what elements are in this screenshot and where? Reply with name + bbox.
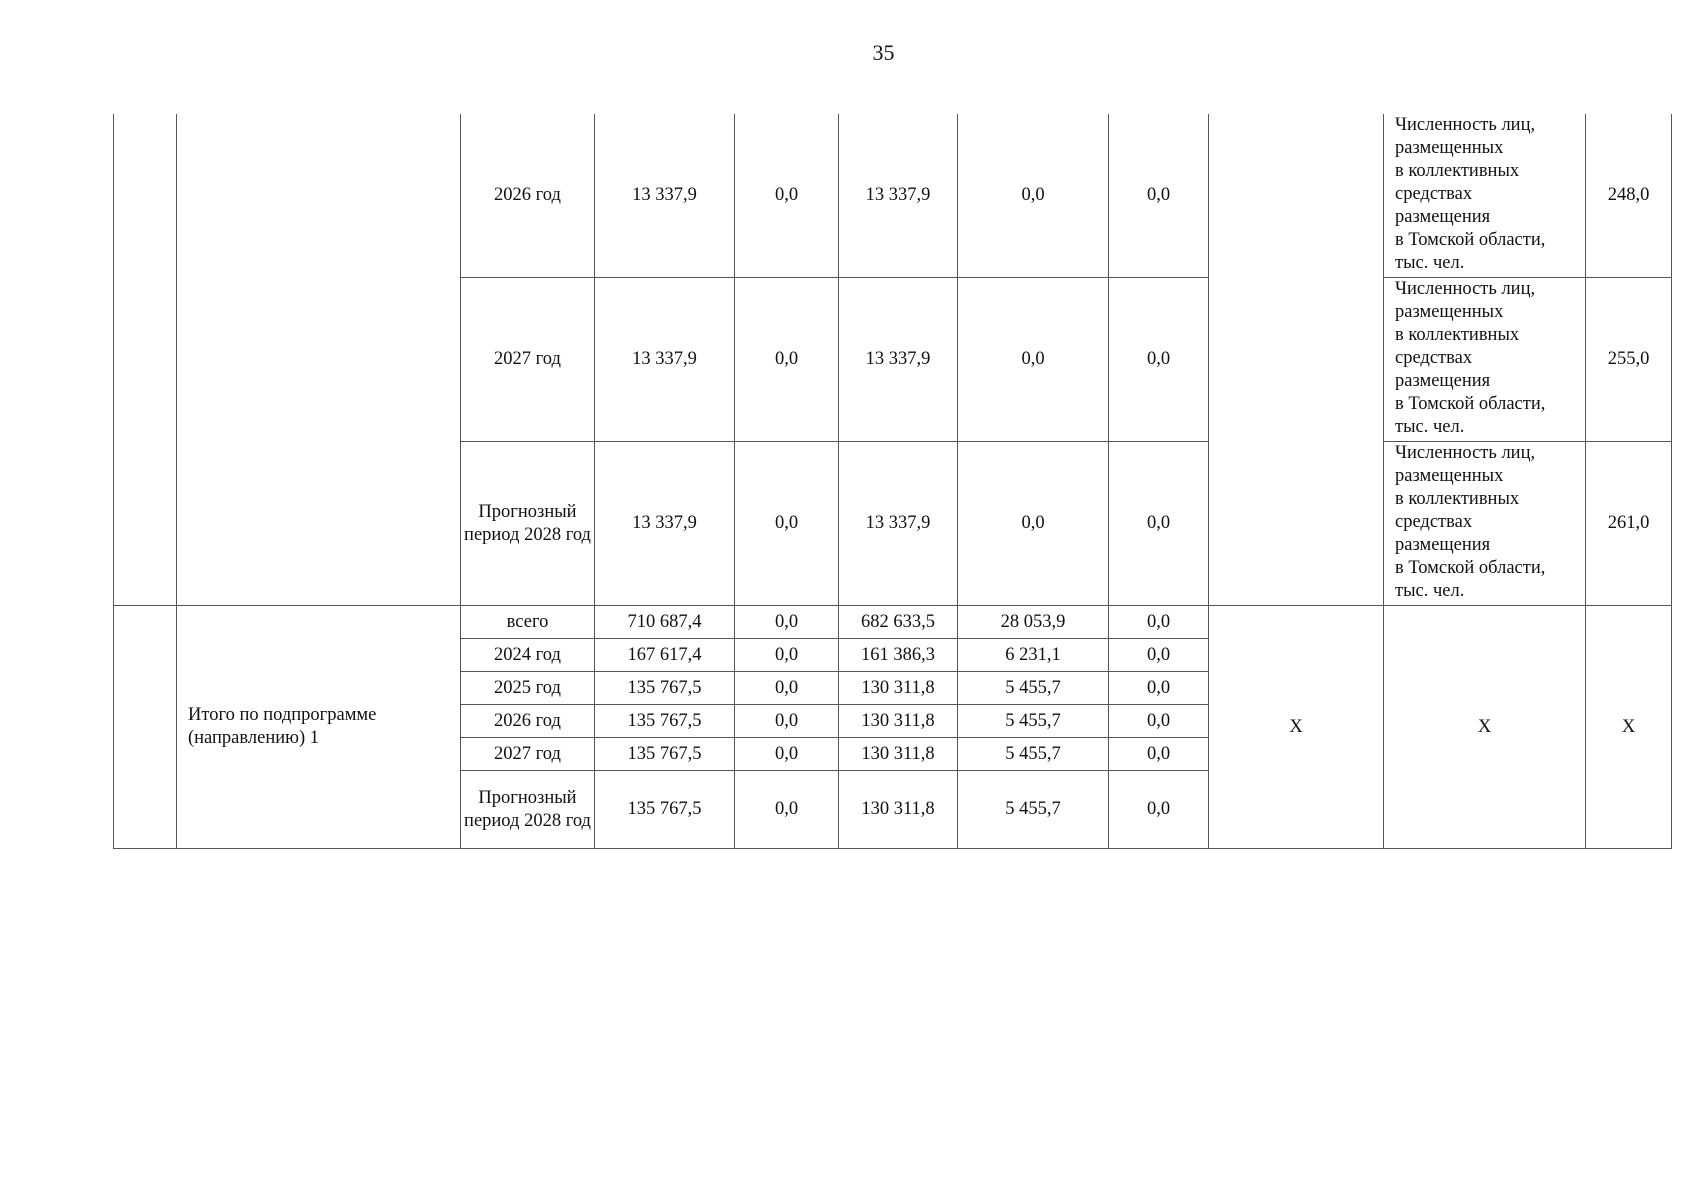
executor-cell xyxy=(1209,114,1384,606)
federal-cell: 0,0 xyxy=(735,672,839,705)
period-cell: 2026 год xyxy=(461,114,595,278)
local-cell: 5 455,7 xyxy=(958,771,1109,849)
federal-cell: 0,0 xyxy=(735,639,839,672)
indicator-line: Численность лиц, xyxy=(1395,443,1536,463)
executor-x-cell: X xyxy=(1209,606,1384,849)
indicator-line: в Томской области, xyxy=(1395,558,1546,578)
indicator-line: размещенных xyxy=(1395,302,1504,322)
period-cell: 2025 год xyxy=(461,672,595,705)
period-cell: 2027 год xyxy=(461,278,595,442)
number-cell xyxy=(114,114,177,606)
local-cell: 5 455,7 xyxy=(958,705,1109,738)
table-row xyxy=(114,114,1672,278)
indicator-cell xyxy=(1384,114,1586,278)
indicator-line: Численность лиц, xyxy=(1395,115,1536,135)
indicator-value-cell: 248,0 xyxy=(1586,114,1672,278)
indicator-cell xyxy=(1384,442,1586,606)
indicator-line: в Томской области, xyxy=(1395,230,1546,250)
indicator-line: в коллективных xyxy=(1395,161,1520,181)
total-cell: 13 337,9 xyxy=(595,114,735,278)
indicator-line: размещенных xyxy=(1395,466,1504,486)
period-cell: Прогнозный период 2028 год xyxy=(461,442,595,606)
extra-budget-cell: 0,0 xyxy=(1109,705,1209,738)
extra-budget-cell: 0,0 xyxy=(1109,639,1209,672)
total-cell: 13 337,9 xyxy=(595,442,735,606)
period-cell: 2027 год xyxy=(461,738,595,771)
indicator-line: тыс. чел. xyxy=(1395,417,1465,437)
budget-table xyxy=(113,114,1672,849)
federal-cell: 0,0 xyxy=(735,114,839,278)
regional-cell: 130 311,8 xyxy=(839,672,958,705)
period-cell: всего xyxy=(461,606,595,639)
value-x-cell: X xyxy=(1586,606,1672,849)
extra-budget-cell: 0,0 xyxy=(1109,771,1209,849)
total-cell: 710 687,4 xyxy=(595,606,735,639)
regional-cell: 130 311,8 xyxy=(839,738,958,771)
period-cell: 2026 год xyxy=(461,705,595,738)
indicator-line: в коллективных xyxy=(1395,489,1520,509)
regional-cell: 161 386,3 xyxy=(839,639,958,672)
local-cell: 28 053,9 xyxy=(958,606,1109,639)
period-cell: Прогнозный период 2028 год xyxy=(461,771,595,849)
extra-budget-cell: 0,0 xyxy=(1109,114,1209,278)
regional-cell: 130 311,8 xyxy=(839,705,958,738)
total-cell: 135 767,5 xyxy=(595,672,735,705)
local-cell: 0,0 xyxy=(958,114,1109,278)
indicator-line: размещения xyxy=(1395,535,1491,555)
indicator-line: средствах xyxy=(1395,512,1473,532)
local-cell: 0,0 xyxy=(958,442,1109,606)
regional-cell: 682 633,5 xyxy=(839,606,958,639)
total-cell: 13 337,9 xyxy=(595,278,735,442)
local-cell: 0,0 xyxy=(958,278,1109,442)
local-cell: 5 455,7 xyxy=(958,672,1109,705)
federal-cell: 0,0 xyxy=(735,738,839,771)
summary-label: Итого по подпрограмме (направлению) 1 xyxy=(177,606,461,849)
indicator-line: тыс. чел. xyxy=(1395,253,1465,273)
regional-cell: 13 337,9 xyxy=(839,442,958,606)
period-cell: 2024 год xyxy=(461,639,595,672)
extra-budget-cell: 0,0 xyxy=(1109,606,1209,639)
federal-cell: 0,0 xyxy=(735,442,839,606)
indicator-line: в Томской области, xyxy=(1395,394,1546,414)
table-row xyxy=(114,606,1672,639)
regional-cell: 130 311,8 xyxy=(839,771,958,849)
indicator-value-cell: 255,0 xyxy=(1586,278,1672,442)
total-cell: 135 767,5 xyxy=(595,705,735,738)
total-cell: 135 767,5 xyxy=(595,771,735,849)
indicator-line: размещения xyxy=(1395,371,1491,391)
indicator-line: размещенных xyxy=(1395,138,1504,158)
indicator-line: средствах xyxy=(1395,184,1473,204)
extra-budget-cell: 0,0 xyxy=(1109,672,1209,705)
indicator-line: размещения xyxy=(1395,207,1491,227)
indicator-line: средствах xyxy=(1395,348,1473,368)
indicator-value-cell: 261,0 xyxy=(1586,442,1672,606)
total-cell: 135 767,5 xyxy=(595,738,735,771)
indicator-line: в коллективных xyxy=(1395,325,1520,345)
regional-cell: 13 337,9 xyxy=(839,278,958,442)
extra-budget-cell: 0,0 xyxy=(1109,442,1209,606)
local-cell: 5 455,7 xyxy=(958,738,1109,771)
federal-cell: 0,0 xyxy=(735,606,839,639)
total-cell: 167 617,4 xyxy=(595,639,735,672)
federal-cell: 0,0 xyxy=(735,771,839,849)
extra-budget-cell: 0,0 xyxy=(1109,278,1209,442)
regional-cell: 13 337,9 xyxy=(839,114,958,278)
indicator-cell xyxy=(1384,278,1586,442)
indicator-line: Численность лиц, xyxy=(1395,279,1536,299)
federal-cell: 0,0 xyxy=(735,278,839,442)
indicator-x-cell: X xyxy=(1384,606,1586,849)
name-cell xyxy=(177,114,461,606)
federal-cell: 0,0 xyxy=(735,705,839,738)
page-number: 35 xyxy=(872,40,895,65)
indicator-line: тыс. чел. xyxy=(1395,581,1465,601)
number-cell xyxy=(114,606,177,849)
extra-budget-cell: 0,0 xyxy=(1109,738,1209,771)
local-cell: 6 231,1 xyxy=(958,639,1109,672)
